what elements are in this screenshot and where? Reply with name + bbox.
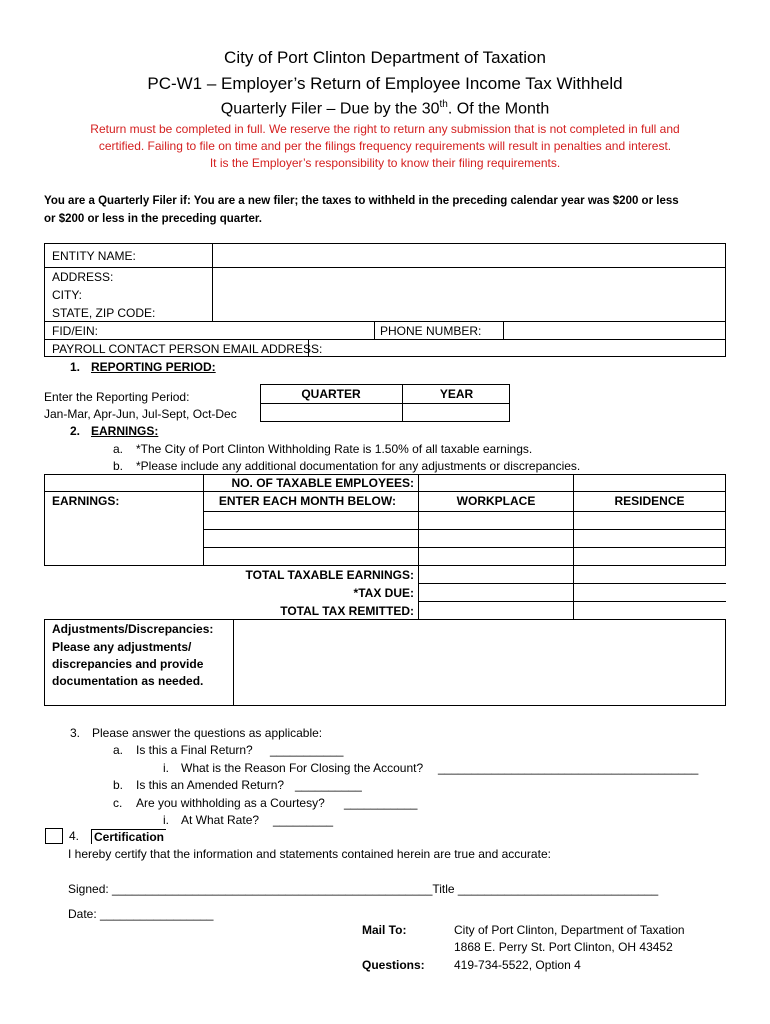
withholding-rate-note: *The City of Port Clinton Withholding Rate is 1.50% of all taxable earnings. <box>136 442 533 456</box>
notice-line2: certified. Failing to file on time and per the filings frequency requirements will result in penalties and interest. <box>98 139 672 153</box>
payroll-email-label: PAYROLL CONTACT PERSON EMAIL ADDRESS: <box>52 342 323 356</box>
questions-label: Questions: <box>362 958 425 972</box>
section3-intro: Please answer the questions as applicable: <box>92 726 323 740</box>
section3-number: 3. <box>70 726 81 740</box>
final-return-question: Is this a Final Return? <box>136 743 253 757</box>
due-superscript: th <box>439 99 448 110</box>
total-remitted-workplace-field[interactable] <box>420 603 572 618</box>
q-ai-label: i. <box>163 761 169 775</box>
state-zip-label: STATE, ZIP CODE: <box>52 306 156 320</box>
section1-number: 1. <box>70 360 81 374</box>
total-remitted-label: TOTAL TAX REMITTED: <box>280 604 414 618</box>
adjustments-line4: documentation as needed. <box>52 674 204 688</box>
entity-name-label: ENTITY NAME: <box>52 249 136 263</box>
month2-label-field[interactable] <box>205 531 417 546</box>
adjustments-line2: Please any adjustments/ <box>52 640 192 654</box>
enter-each-month-label: ENTER EACH MONTH BELOW: <box>218 494 396 508</box>
quarterly-note-line2: or $200 or less in the preceding quarter. <box>44 213 262 225</box>
total-taxable-workplace-field[interactable] <box>420 567 572 582</box>
month2-workplace-field[interactable] <box>420 531 572 546</box>
amended-return-blank[interactable]: __________ <box>295 778 362 792</box>
q-a-label: a. <box>113 743 124 757</box>
employees-workplace-field[interactable] <box>420 476 572 490</box>
section2-number: 2. <box>70 424 81 438</box>
residence-header: RESIDENCE <box>614 494 685 508</box>
header-title-line3 <box>0 99 770 118</box>
adjustments-field[interactable] <box>236 621 724 704</box>
adjustments-title: Adjustments/Discrepancies: <box>52 622 214 636</box>
quarter-header: QUARTER <box>301 387 361 401</box>
tax-due-label: *TAX DUE: <box>353 586 414 600</box>
month3-label-field[interactable] <box>205 549 417 564</box>
quarter-field[interactable] <box>262 405 401 421</box>
closing-reason-question: What is the Reason For Closing the Account? <box>181 761 424 775</box>
month1-label-field[interactable] <box>205 513 417 528</box>
fid-label: FID/EIN: <box>52 324 99 338</box>
certification-statement: I hereby certify that the information and statements contained herein are true and accurate: <box>68 847 551 861</box>
rate-question: At What Rate? <box>181 813 260 827</box>
total-taxable-label: TOTAL TAXABLE EARNINGS: <box>245 568 414 582</box>
earnings-b-label: b. <box>113 459 124 473</box>
earnings-a-label: a. <box>113 442 124 456</box>
month1-residence-field[interactable] <box>575 513 724 528</box>
q-c-label: c. <box>113 796 123 810</box>
phone-field[interactable] <box>505 323 724 338</box>
phone-label: PHONE NUMBER: <box>380 324 482 338</box>
closing-reason-blank[interactable]: _______________________________________ <box>438 761 699 775</box>
reporting-period-label: Enter the Reporting Period: <box>44 390 190 404</box>
due-text: Quarterly Filer – Due by the 30 <box>220 100 440 118</box>
certification-title: Certification <box>91 829 166 844</box>
year-field[interactable] <box>404 405 509 421</box>
section4-number: 4. <box>69 829 80 843</box>
total-remitted-residence-field[interactable] <box>575 603 724 618</box>
mail-address-line2: 1868 E. Perry St. Port Clinton, OH 43452 <box>454 940 673 954</box>
rate-blank[interactable]: _________ <box>273 813 334 827</box>
date-line[interactable]: Date: _________________ <box>68 907 214 921</box>
reporting-quarters-text: Jan-Mar, Apr-Jun, Jul-Sept, Oct-Dec <box>44 407 237 421</box>
notice-line1: Return must be completed in full. We reserve the right to return any submission that is not completed in full and <box>90 122 680 136</box>
tax-due-workplace-field[interactable] <box>420 585 572 600</box>
courtesy-question: Are you withholding as a Courtesy? <box>136 796 325 810</box>
no-employees-label: NO. OF TAXABLE EMPLOYEES: <box>231 476 414 490</box>
amended-return-question: Is this an Amended Return? <box>136 778 285 792</box>
certification-checkbox[interactable] <box>45 828 63 844</box>
adjustments-line3: discrepancies and provide <box>52 657 204 671</box>
courtesy-blank[interactable]: ___________ <box>344 796 418 810</box>
mail-to-label: Mail To: <box>362 923 407 937</box>
month3-residence-field[interactable] <box>575 549 724 564</box>
entity-name-field[interactable] <box>214 245 724 266</box>
month3-workplace-field[interactable] <box>420 549 572 564</box>
section1-title: REPORTING PERIOD: <box>91 360 216 374</box>
address-label: ADDRESS: <box>52 270 114 284</box>
year-header: YEAR <box>439 387 474 401</box>
tax-due-residence-field[interactable] <box>575 585 724 600</box>
quarterly-note-line1: You are a Quarterly Filer if: You are a new filer; the taxes to withheld in the preceding calendar year was $200 or less <box>44 195 679 207</box>
mail-address-line1: City of Port Clinton, Department of Taxation <box>454 923 685 937</box>
signature-title-line[interactable]: Signed: ________________________________________________Title ______________________________ <box>68 882 659 896</box>
earnings-label: EARNINGS: <box>52 494 120 508</box>
month1-workplace-field[interactable] <box>420 513 572 528</box>
section2-title: EARNINGS: <box>91 424 159 438</box>
q-b-label: b. <box>113 778 124 792</box>
notice-line3: It is the Employer’s responsibility to know their filing requirements. <box>209 156 561 170</box>
total-taxable-residence-field[interactable] <box>575 567 724 582</box>
city-label: CITY: <box>52 288 83 302</box>
final-return-blank[interactable]: ___________ <box>270 743 344 757</box>
employees-residence-field[interactable] <box>575 476 724 490</box>
workplace-header: WORKPLACE <box>456 494 536 508</box>
questions-phone: 419-734-5522, Option 4 <box>454 958 581 972</box>
payroll-email-field[interactable] <box>310 341 724 356</box>
due-text-end: . Of the Month <box>447 100 550 118</box>
q-ci-label: i. <box>163 813 169 827</box>
header-title-line1: City of Port Clinton Department of Taxation <box>224 48 546 67</box>
documentation-note: *Please include any additional documentation for any adjustments or discrepancies. <box>136 459 581 473</box>
month2-residence-field[interactable] <box>575 531 724 546</box>
address-field[interactable] <box>214 269 724 320</box>
header-title-line2: PC-W1 – Employer’s Return of Employee Income Tax Withheld <box>147 74 623 93</box>
